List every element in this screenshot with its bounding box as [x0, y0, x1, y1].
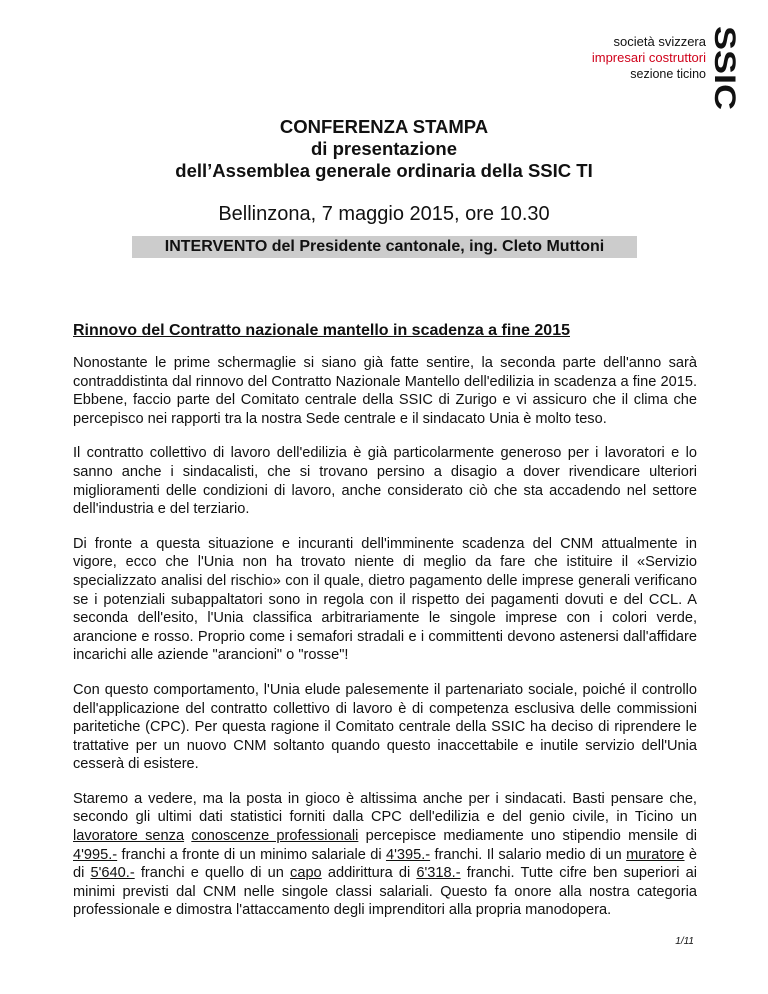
- text-run: franchi. Tutte cifre ben superiori ai minimi previsti dal CNM nelle singole classi salariali. Questo fa onore alla nostra categoria professionale e dimostra l'attaccamento degli imprenditori alla propria manodopera.: [73, 865, 697, 919]
- logo-line-section: sezione ticino: [630, 67, 706, 81]
- underlined-amount: 6'318.-: [416, 865, 461, 882]
- underlined-amount: 5'640.-: [90, 865, 135, 882]
- text-run: franchi. Il salario medio di un: [430, 846, 627, 863]
- text-run: percepisce mediamente uno stipendio mensile di: [358, 828, 698, 845]
- underlined-amount: 4'995.-: [73, 846, 118, 863]
- press-conference-title: [0, 116, 768, 182]
- text-run: franchi a fronte di un minimo salariale di: [117, 846, 386, 863]
- title-line-3: dell’Assemblea generale ordinaria della SSIC TI: [175, 160, 593, 181]
- paragraph-5: [73, 790, 697, 920]
- ssic-logo-mark-text: SSIC: [708, 26, 742, 97]
- text-run: è di: [73, 846, 697, 882]
- logo-line-org: società svizzera: [613, 34, 706, 49]
- event-date: Bellinzona, 7 maggio 2015, ore 10.30: [218, 203, 550, 225]
- logo-line-name: impresari costruttori: [591, 50, 706, 65]
- title-line-1: CONFERENZA STAMPA: [279, 116, 489, 137]
- text-run: Staremo a vedere, ma la posta in gioco è altissima anche per i sindacati. Basti pensare che, secondo gli ultimi dati statistici forniti dalla CPC dell'edilizia e del genio civile, in Ticino un: [73, 790, 697, 826]
- paragraph-4: Con questo comportamento, l'Unia elude palesemente il partenariato sociale, poiché il controllo dell'applicazione del contratto collettivo di lavoro è di competenza esclusiva delle commissioni paritetiche (CPC). Per questa ragione il Comitato centrale della SSIC ha deciso di riprendere le trattative per un nuovo CNM soltanto quando questo inaccettabile e inutile servizio dell'Unia cesserà di esistere.: [73, 681, 697, 773]
- underlined-term: capo: [290, 865, 322, 882]
- ssic-logo-icon: [708, 24, 742, 112]
- title-line-2: di presentazione: [311, 138, 457, 159]
- paragraph-2: Il contratto collettivo di lavoro dell'edilizia è già particolarmente generoso per i lavoratori e lo sanno anche i sindacalisti, che si trovano persino a disagio a dover rivendicare ulteriori miglioramenti delle condizioni di lavoro, anche considerato ciò che sta accadendo nel settore dell'industria e del terziario.: [73, 445, 697, 518]
- paragraph-1: Nonostante le prime schermaglie si siano già fatte sentire, la seconda parte dell'anno sarà contraddistinta dal rinnovo del Contratto Nazionale Mantello dell'edilizia in scadenza a fine 2015. Ebbene, faccio parte del Comitato centrale della SSIC di Zurigo e vi assicuro che il clima che percepisco nei rapporti tra la nostra Sede centrale e il sindacato Unia è molto teso.: [73, 355, 697, 427]
- underlined-term: conoscenze professionali: [191, 828, 359, 845]
- underlined-amount: 4'395.-: [385, 846, 431, 863]
- organization-logo-text: [592, 34, 706, 82]
- underlined-term: lavoratore senza: [73, 828, 185, 845]
- paragraph-3: Di fronte a questa situazione e incuranti dell'imminente scadenza del CNM attualmente in vigore, ecco che l'Unia non ha trovato niente di meglio da fare che istituire il «Servizio specializzato analisi del rischio» con il quale, dietro pagamento delle imprese generali verificano se i potenziali subappaltatori sono in regola con il rispetto dei pagamenti dovuti e del CCL. A seconda dell'esito, l'Unia classifica arbitrariamente le singole imprese con i colori verde, arancione e rosso. Proprio come i semafori stradali e i committenti devono astenersi dall'affidare incarichi alle aziende "arancioni" o "rosse"!: [73, 535, 697, 664]
- speaker-banner: INTERVENTO del Presidente cantonale, ing. Cleto Muttoni: [132, 236, 637, 258]
- page-number: 1/11: [675, 936, 694, 947]
- document-body: [73, 354, 697, 936]
- text-run: franchi e quello di un: [134, 865, 291, 882]
- underlined-term: muratore: [626, 846, 685, 863]
- text-run: addirittura di: [321, 865, 417, 882]
- section-heading: Rinnovo del Contratto nazionale mantello in scadenza a fine 2015: [73, 322, 570, 339]
